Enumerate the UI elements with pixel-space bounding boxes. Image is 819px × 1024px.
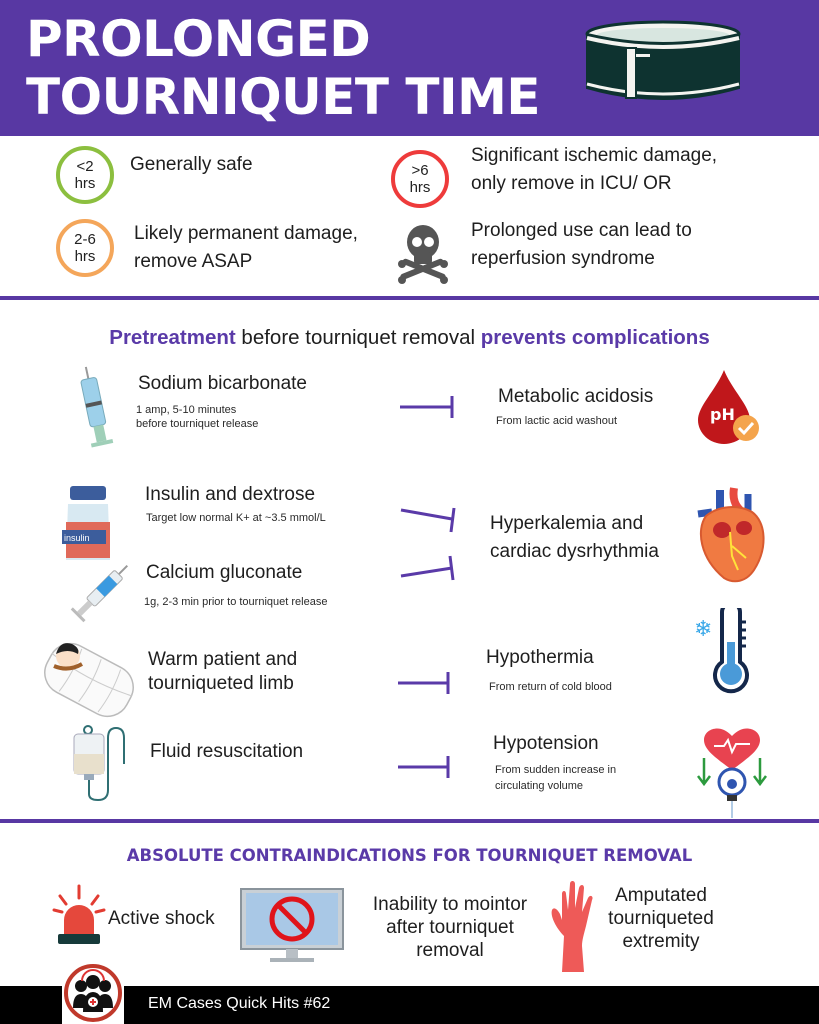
badge-value: <2 (76, 158, 94, 175)
detail-line: 1 amp, 5-10 minutes (136, 404, 237, 416)
badge-unit: hrs (74, 248, 96, 265)
threshold-text-line: Prolonged use can lead to (471, 220, 692, 241)
badge-value: >6 (411, 162, 429, 179)
siren-icon (52, 884, 106, 946)
title-line-2: TOURNIQUET TIME (26, 68, 541, 126)
detail-line: circulating volume (495, 780, 584, 792)
complication-title (490, 510, 659, 566)
complication-detail: From lactic acid washout (496, 415, 618, 427)
treatment-title: Calcium gluconate (146, 562, 303, 583)
complication-title: Metabolic acidosis (498, 386, 654, 407)
contraindications-heading: ABSOLUTE CONTRAINDICATIONS FOR TOURNIQUET REMOVAL (126, 846, 693, 865)
heart-icon (694, 486, 768, 586)
treatment-detail (136, 403, 258, 431)
inhibits-arrow-icon (398, 506, 458, 536)
complication-title: Hypothermia (486, 647, 594, 668)
pretreatment-heading (0, 326, 819, 350)
contra-text-line: removal (416, 940, 484, 961)
detail-line: From sudden increase in (495, 764, 617, 776)
section-divider (0, 296, 819, 300)
treatment-title-line: Warm patient and (148, 649, 298, 670)
blanket-patient-icon (38, 638, 140, 722)
page-title (26, 10, 540, 126)
amputated-hand-icon (548, 880, 596, 974)
skull-crossbones-icon (396, 222, 450, 284)
treatment-title (148, 648, 297, 696)
threshold-text-permanent (134, 220, 358, 276)
threshold-text-line: only remove in ICU/ OR (471, 173, 672, 194)
treatment-detail: 1g, 2-3 min prior to tourniquet release (144, 596, 328, 608)
ph-blood-drop-icon (694, 368, 764, 444)
inhibits-arrow-icon (398, 554, 458, 584)
section-divider (0, 819, 819, 823)
contra-text-line: after tourniquet (386, 917, 514, 938)
badge-unit: hrs (74, 175, 96, 192)
cold-thermometer-icon (694, 608, 754, 694)
insulin-label: insulin (64, 533, 90, 543)
time-badge-under-2 (56, 146, 114, 204)
threshold-text-safe (130, 151, 253, 179)
treatment-title-line: tourniqueted limb (148, 673, 294, 694)
title-line-1: PROLONGED (26, 10, 371, 68)
svg-text:pH: pH (710, 405, 735, 424)
complication-title: Hypotension (493, 733, 599, 754)
inhibits-arrow-icon (396, 754, 456, 780)
contraindication-monitoring (358, 893, 542, 962)
treatment-title: Fluid resuscitation (150, 741, 304, 762)
heading-emphasis: prevents complications (480, 326, 710, 349)
em-cases-logo-icon (62, 962, 124, 1024)
insulin-vial-icon (62, 486, 114, 562)
footer-title: EM Cases Quick Hits #62 (148, 995, 331, 1012)
contraindication-amputated (596, 884, 726, 953)
time-badge-over-6 (391, 150, 449, 208)
syringe-icon (70, 366, 120, 454)
tourniquet-band-icon (583, 18, 743, 102)
complication-detail (495, 762, 616, 794)
header-banner (0, 0, 819, 136)
complication-title-line: cardiac dysrhythmia (490, 541, 659, 562)
iv-bag-icon (68, 724, 132, 802)
threshold-text-line: Likely permanent damage, (134, 223, 358, 244)
contra-text-line: Amputated (615, 885, 707, 906)
threshold-text-line: remove ASAP (134, 251, 253, 272)
no-monitor-icon (240, 888, 344, 964)
treatment-title: Insulin and dextrose (145, 484, 316, 505)
threshold-text-ischemic (471, 142, 717, 198)
treatment-detail: Target low normal K+ at ~3.5 mmol/L (146, 512, 326, 524)
inhibits-arrow-icon (396, 670, 456, 696)
heading-emphasis: Pretreatment (109, 326, 236, 349)
snowflake-glyph: ❄ (694, 617, 713, 642)
badge-value: 2-6 (74, 231, 96, 248)
complication-title-line: Hyperkalemia and (490, 513, 644, 534)
threshold-text-line: Significant ischemic damage, (471, 145, 718, 166)
contra-text-line: tourniqueted (608, 908, 714, 929)
threshold-text-line: Generally safe (130, 154, 253, 175)
treatment-title: Sodium bicarbonate (138, 373, 307, 394)
threshold-text-reperfusion (471, 217, 692, 273)
contra-text-line: extremity (622, 931, 700, 952)
low-blood-pressure-icon (696, 726, 768, 820)
syringe-icon (68, 560, 130, 628)
contra-text-line: Inability to mointor (372, 894, 528, 915)
inhibits-arrow-icon (398, 394, 458, 420)
contraindication-active-shock: Active shock (108, 908, 215, 929)
heading-text: before tourniquet removal (235, 326, 481, 349)
badge-unit: hrs (409, 179, 431, 196)
time-badge-2-to-6 (56, 219, 114, 277)
threshold-text-line: reperfusion syndrome (471, 248, 655, 269)
complication-detail: From return of cold blood (489, 681, 612, 693)
detail-line: before tourniquet release (136, 418, 259, 430)
